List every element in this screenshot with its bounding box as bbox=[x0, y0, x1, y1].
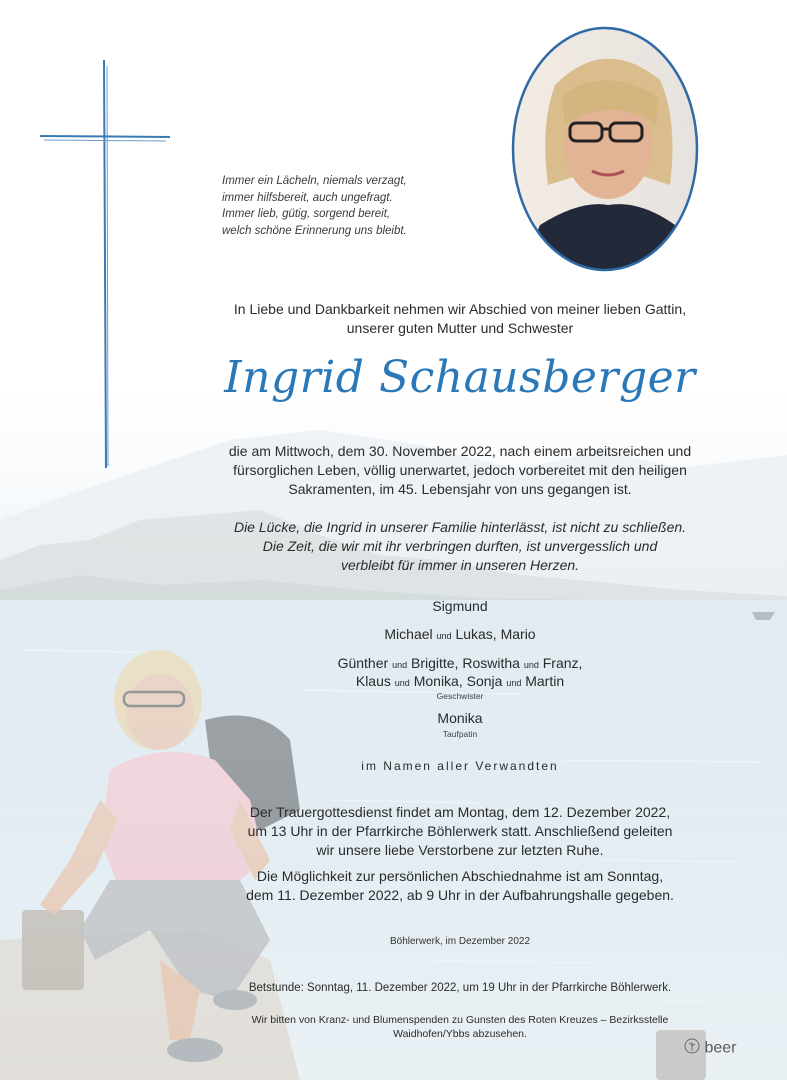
poem-line: Immer ein Lächeln, niemals verzagt, bbox=[222, 175, 407, 187]
poem-line: welch schöne Erinnerung uns bleibt. bbox=[222, 224, 407, 237]
intro-text bbox=[200, 300, 720, 338]
godmother-caption: Taufpatin bbox=[442, 729, 478, 739]
sibling-name: Günther bbox=[337, 655, 389, 671]
quote-line: verbleibt für immer in unseren Herzen. bbox=[340, 557, 580, 573]
funeral-service-text bbox=[200, 803, 720, 860]
conjunction: und bbox=[436, 631, 452, 641]
sibling-name: Klaus bbox=[355, 673, 391, 689]
donation-line: Waidhofen/Ybbs abzusehen. bbox=[393, 1028, 527, 1040]
sibling-name: Brigitte, Roswitha bbox=[410, 655, 520, 671]
intro-line: In Liebe und Dankbarkeit nehmen wir Abschied von meiner lieben Gattin, bbox=[233, 301, 687, 317]
conjunction: und bbox=[394, 678, 410, 688]
children-names bbox=[200, 626, 720, 642]
death-line: die am Mittwoch, dem 30. November 2022, nach einem arbeitsreichen und bbox=[228, 443, 692, 459]
child-name: Michael bbox=[384, 626, 433, 642]
sibling-name: Monika, Sonja bbox=[413, 673, 503, 689]
poem-line: Immer lieb, gütig, sorgend bereit, bbox=[222, 208, 391, 220]
sibling-name: Martin bbox=[525, 673, 565, 689]
service-line: um 13 Uhr in der Pfarrkirche Böhlerwerk statt. Anschließend geleiten bbox=[247, 823, 673, 839]
memorial-quote bbox=[200, 518, 720, 575]
prayer-hour-text: Betstunde: Sonntag, 11. Dezember 2022, um 19 Uhr in der Pfarrkirche Böhlerwerk. bbox=[248, 982, 672, 994]
service-line: Der Trauergottesdienst findet am Montag, dem 12. Dezember 2022, bbox=[249, 804, 671, 820]
portrait-photo bbox=[510, 25, 700, 273]
conjunction: und bbox=[523, 660, 539, 670]
place-date: Böhlerwerk, im Dezember 2022 bbox=[389, 936, 531, 947]
tree-icon bbox=[684, 1038, 700, 1059]
deceased-name: Ingrid Schausberger bbox=[224, 352, 696, 403]
service-line: wir unsere liebe Verstorbene zur letzten Ruhe. bbox=[316, 842, 604, 858]
poem bbox=[222, 173, 452, 239]
donation-line: Wir bitten von Kranz- und Blumenspenden zu Gunsten des Roten Kreuzes – Bezirksstelle bbox=[251, 1014, 669, 1026]
death-line: Sakramenten, im 45. Lebensjahr von uns gegangen ist. bbox=[288, 481, 632, 497]
viewing-line: dem 11. Dezember 2022, ab 9 Uhr in der Aufbahrungshalle gegeben. bbox=[246, 887, 674, 903]
quote-line: Die Lücke, die Ingrid in unserer Familie hinterlässt, ist nicht zu schließen. bbox=[233, 519, 687, 535]
death-notice-text bbox=[200, 442, 720, 499]
conjunction: und bbox=[392, 660, 408, 670]
donation-text bbox=[200, 1013, 720, 1041]
husband-name: Sigmund bbox=[432, 598, 488, 614]
intro-line: unserer guten Mutter und Schwester bbox=[346, 320, 574, 336]
cross-icon bbox=[38, 58, 173, 478]
logo-text: beer bbox=[704, 1039, 737, 1057]
child-names: Lukas, Mario bbox=[455, 626, 536, 642]
viewing-text bbox=[200, 867, 720, 905]
death-line: fürsorglichen Leben, völlig unerwartet, jedoch vorbereitet mit den heiligen bbox=[233, 462, 687, 478]
godmother-name: Monika bbox=[437, 710, 483, 726]
sibling-name: Franz, bbox=[542, 655, 583, 671]
siblings-line-2 bbox=[200, 673, 720, 689]
viewing-line: Die Möglichkeit zur persönlichen Abschiednahme ist am Sonntag, bbox=[256, 868, 664, 884]
beer-logo bbox=[684, 1038, 736, 1059]
relatives-line: im Namen aller Verwandten bbox=[361, 759, 559, 773]
poem-line: immer hilfsbereit, auch ungefragt. bbox=[222, 191, 393, 204]
quote-line: Die Zeit, die wir mit ihr verbringen durften, ist unvergesslich und bbox=[262, 538, 658, 554]
siblings-line-1 bbox=[200, 655, 720, 671]
siblings-caption: Geschwister bbox=[436, 691, 484, 701]
conjunction: und bbox=[506, 678, 522, 688]
